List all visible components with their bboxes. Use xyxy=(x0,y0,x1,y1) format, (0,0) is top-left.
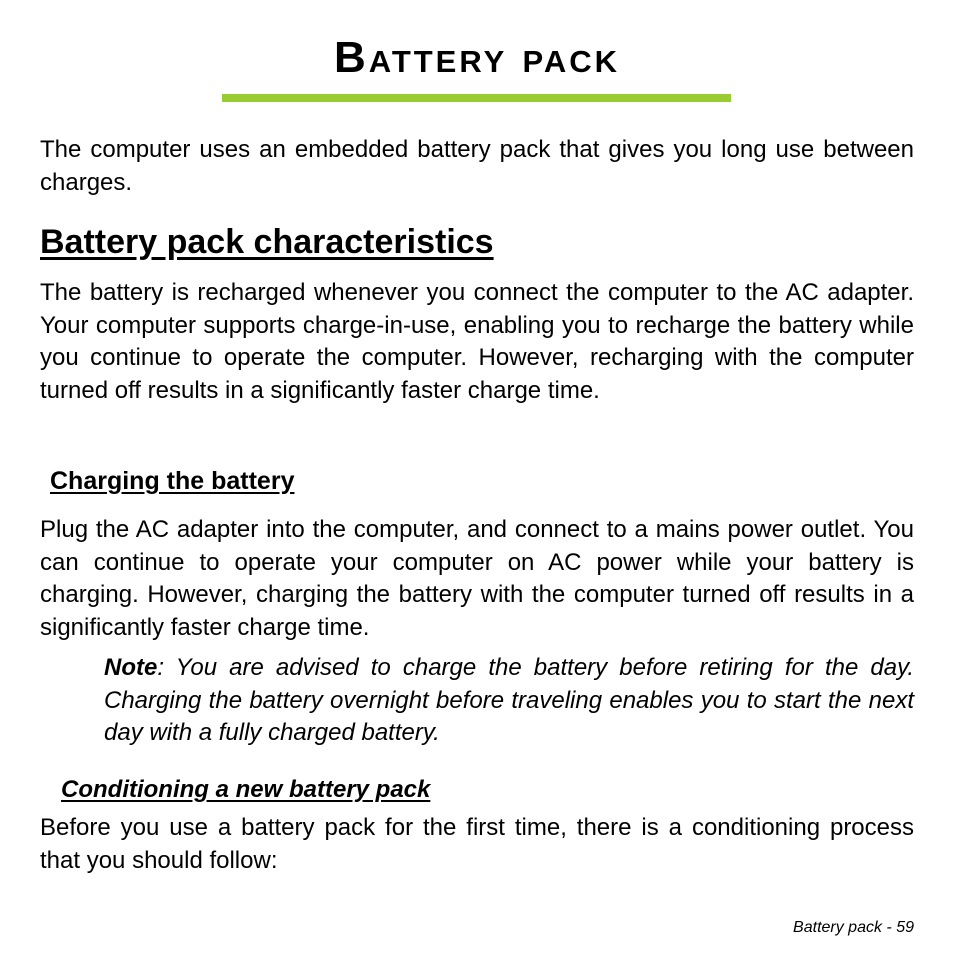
note-label: Note xyxy=(104,654,158,681)
page-footer: Battery pack - 59 xyxy=(793,919,914,936)
title-underline-bar xyxy=(222,94,731,102)
note-text: : You are advised to charge the battery before retiring for the day. Charging the battery overnight before traveling enables you to start the next day with a fully charged battery. xyxy=(104,654,914,746)
note-block xyxy=(104,652,914,750)
section-paragraph: The battery is recharged whenever you connect the computer to the AC adapter. Your computer supports charge-in-use, enabling you to recharge the battery while you continue to operate the computer. However, recharging with the computer turned off results in a significantly faster charge time. xyxy=(40,279,914,404)
section-heading: Battery pack characteristics xyxy=(40,223,494,261)
page-title: Battery pack xyxy=(333,33,621,82)
conditioning-paragraph: Before you use a battery pack for the first time, there is a conditioning process that you should follow: xyxy=(40,814,914,874)
conditioning-heading: Conditioning a new battery pack xyxy=(61,776,431,803)
intro-paragraph: The computer uses an embedded battery pack that gives you long use between charges. xyxy=(40,136,914,196)
charging-heading: Charging the battery xyxy=(50,467,295,495)
charging-paragraph: Plug the AC adapter into the computer, and connect to a mains power outlet. You can continue to operate your computer on AC power while your battery is charging. However, charging the battery with the computer turned off results in a significantly faster charge time. xyxy=(40,516,914,641)
